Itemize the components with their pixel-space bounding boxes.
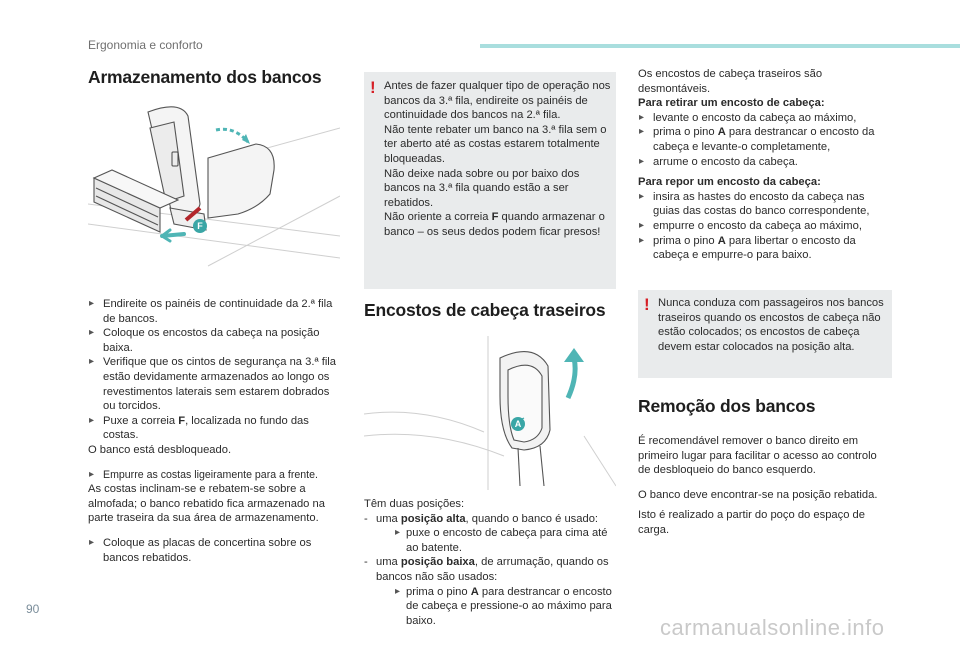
strap-label: F	[491, 211, 499, 224]
warning-text: Nunca conduza com passageiros nos bancos traseiros quando os encostos de cabeça não estão colocados; os encostos de cabeça devem estar colocados na posição alta.	[658, 297, 884, 353]
removal-paragraph: O banco deve encontrar-se na posição rebatida.	[638, 488, 878, 501]
warning-paragraph	[384, 210, 612, 239]
warning-paragraph: Não tente rebater um banco na 3.ª fila sem o ter aberto até as costas estarem totalmente bloqueadas.	[384, 123, 607, 165]
list-item: ▸ Coloque os encostos da cabeça na posição baixa.	[88, 326, 342, 355]
strap-label: F	[178, 414, 186, 427]
fold-description: As costas inclinam-se e rebatem-se sobre a almofada; o banco rebatido fica armazenado na parte traseira da sua área de armazenamento.	[88, 483, 325, 525]
warning-box-passengers	[638, 290, 892, 378]
text-run: para destrancar o encosto da cabeça e levante-o completamente,	[653, 126, 875, 153]
subheading-refit: Para repor um encosto da cabeça:	[638, 176, 821, 189]
positions-intro: Têm duas posições:	[364, 498, 465, 510]
text-run: prima o pino	[653, 234, 718, 247]
headrest-removal-instructions	[638, 67, 892, 263]
seat-removal-text	[638, 434, 892, 538]
list-item	[394, 585, 622, 629]
seat-storage-illustration	[88, 96, 340, 268]
text-run: uma	[376, 556, 401, 569]
text-run: , quando o banco é usado:	[465, 512, 599, 525]
list-item: ▸ Verifique que os cintos de segurança na 3.ª fila estão devidamente armazenados ao longo os revestimentos laterais sem estarem dobrados ou torcidos.	[88, 355, 342, 413]
text-run: uma	[376, 512, 401, 525]
removal-paragraph: Isto é realizado a partir do poço do espaço de carga.	[638, 509, 866, 536]
warning-paragraph: Não deixe nada sobre ou por baixo dos bancos na 3.ª fila quando estão a ser rebatidos.	[384, 167, 580, 209]
warning-exclamation-icon: !	[370, 78, 376, 97]
figure-callout-a: A	[514, 419, 522, 429]
headrest-positions	[364, 497, 622, 628]
headrest-illustration	[364, 336, 616, 490]
list-item: ▸ Endireite os painéis de continuidade da 2.ª fila de bancos.	[88, 297, 342, 326]
subheading-remove: Para retirar um encosto de cabeça:	[638, 97, 825, 110]
section-title: Ergonomia e conforto	[88, 38, 203, 52]
list-item	[364, 555, 622, 584]
removal-paragraph: É recomendável remover o banco direito em primeiro lugar para facilitar o acesso ao controlo de desbloqueio do banco esquerdo.	[638, 435, 877, 477]
warning-exclamation-icon: !	[644, 295, 650, 314]
text-run: , de arrumação, quando os bancos não são usados:	[376, 556, 609, 583]
list-item	[88, 414, 342, 443]
list-item: ▸ levante o encosto da cabeça ao máximo,	[638, 111, 892, 126]
header-accent-bar	[480, 44, 960, 48]
list-item: ▸ arrume o encosto da cabeça.	[638, 155, 892, 170]
unlocked-note: O banco está desbloqueado.	[88, 443, 232, 456]
list-item: ▸ puxe o encosto de cabeça para cima até ao batente.	[394, 526, 622, 555]
heading-seat-removal: Remoção dos bancos	[638, 396, 816, 416]
text-run: Não oriente a correia	[384, 211, 492, 224]
text-run: Puxe a correia	[103, 414, 179, 427]
removable-note: Os encostos de cabeça traseiros são desmontáveis.	[638, 68, 823, 95]
text-run: quando armazenar o banco – os seus dedos podem ficar presos!	[384, 211, 605, 238]
heading-seat-storage: Armazenamento dos bancos	[88, 67, 322, 87]
list-item	[364, 512, 622, 527]
heading-rear-headrests: Encostos de cabeça traseiros	[364, 300, 606, 320]
list-item: ▸ insira as hastes do encosto da cabeça nas guias das costas do banco correspondente,	[638, 190, 892, 219]
pin-label: A	[717, 234, 726, 247]
text-run: para libertar o encosto da cabeça e empurre-o para baixo.	[653, 234, 856, 262]
text-run: prima o pino	[406, 585, 471, 598]
emphasis: posição alta	[400, 512, 466, 525]
warning-text	[384, 79, 612, 240]
pin-label: A	[470, 585, 479, 598]
list-item	[638, 125, 892, 154]
list-item: ▸ Coloque as placas de concertina sobre os bancos rebatidos.	[88, 536, 342, 565]
text-run: prima o pino	[653, 126, 718, 139]
page-number: 90	[26, 602, 40, 616]
list-item	[638, 234, 892, 263]
emphasis: posição baixa	[400, 556, 475, 569]
headrest-drawing	[364, 336, 616, 490]
warning-paragraph: Antes de fazer qualquer tipo de operação nos bancos da 3.ª fila, endireite os painéis de continuidade dos bancos na 2.ª fila.	[384, 80, 611, 122]
storage-instructions	[88, 297, 342, 565]
site-watermark: carmanualsonline.info	[660, 615, 885, 640]
pin-label: A	[717, 126, 726, 139]
folded-seat-drawing	[88, 96, 340, 268]
text-run: , localizada no fundo das costas.	[103, 414, 309, 442]
figure-callout-f: F	[197, 221, 203, 231]
warning-box-seat-storage	[364, 72, 616, 289]
list-item: ▸ Empurre as costas ligeiramente para a frente.	[88, 468, 342, 483]
list-item: ▸ empurre o encosto da cabeça ao máximo,	[638, 219, 892, 234]
text-run: para destrancar o encosto de cabeça e pressione-o ao máximo para baixo.	[406, 585, 612, 627]
